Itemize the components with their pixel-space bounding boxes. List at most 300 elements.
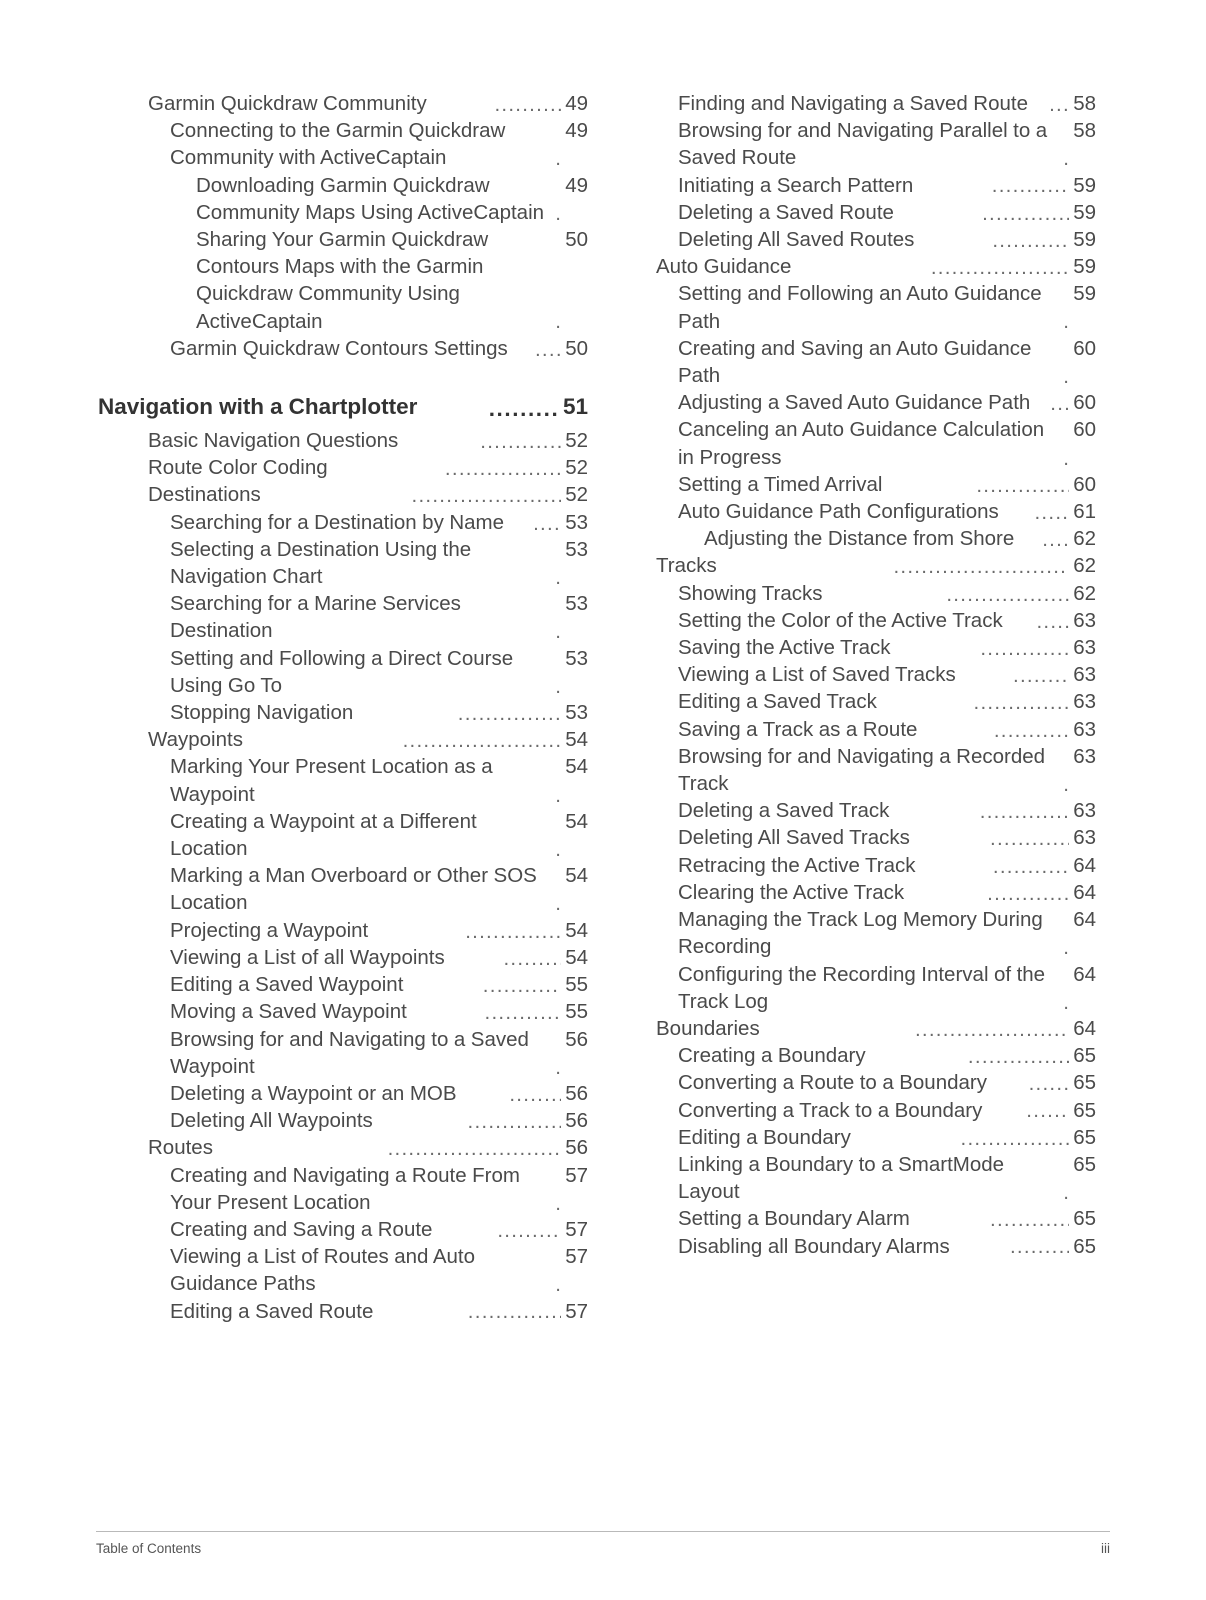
toc-entry-title: Deleting a Saved Route (678, 200, 894, 224)
toc-leader-dots (497, 1223, 561, 1244)
toc-page-number: 50 (565, 228, 588, 252)
toc-page-number: 62 (1073, 527, 1096, 551)
toc-entry-body (148, 481, 411, 508)
toc-entry-body (678, 716, 993, 743)
toc-page-number: 57 (565, 1245, 588, 1269)
toc-leader-dots (480, 434, 561, 455)
toc-entry-title: Initiating a Search Pattern (678, 173, 914, 197)
toc-page-number: 58 (1073, 92, 1097, 115)
toc-column-right (606, 90, 1096, 1260)
toc-entry[interactable] (606, 824, 1096, 851)
toc-leader-dots (465, 923, 561, 944)
toc-page-number: 56 (565, 1027, 588, 1051)
toc-leader-dots (1013, 668, 1069, 689)
toc-entry[interactable] (98, 944, 588, 971)
toc-leader-dots (403, 733, 562, 754)
toc-entry-body (678, 280, 1062, 334)
toc-page-number: 57 (565, 1217, 588, 1241)
toc-leader-dots (994, 722, 1069, 743)
toc-leader-dots (1063, 940, 1069, 961)
toc-entry[interactable] (606, 580, 1096, 607)
toc-entry-title: Deleting All Saved Tracks (678, 826, 910, 850)
toc-entry[interactable] (606, 498, 1096, 525)
toc-entry-body (170, 1298, 467, 1325)
toc-leader-dots (468, 1114, 562, 1135)
toc-entry[interactable] (98, 1216, 588, 1243)
toc-entry[interactable] (98, 808, 588, 862)
toc-leader-dots (1050, 396, 1069, 417)
toc-entry-title: Adjusting the Distance from Shore (704, 527, 1015, 551)
toc-entry[interactable] (98, 645, 588, 699)
toc-entry-title: Converting a Track to a Boundary (678, 1098, 983, 1122)
toc-page-number: 62 (1073, 554, 1096, 578)
toc-entry-body (656, 1015, 914, 1042)
toc-entry-title: Saving a Track as a Route (678, 717, 918, 741)
toc-entry-title: Stopping Navigation (170, 701, 354, 725)
toc-leader-dots (555, 206, 561, 227)
toc-entry-body (170, 1243, 554, 1297)
toc-page-number: 64 (1073, 880, 1096, 904)
toc-entry-title: Finding and Navigating a Saved Route (678, 92, 1029, 115)
toc-page-number: 55 (565, 973, 589, 997)
toc-leader-dots (555, 570, 561, 591)
toc-entry[interactable] (606, 172, 1096, 199)
toc-entry-body (678, 199, 981, 226)
toc-page-number: 63 (1073, 799, 1097, 823)
toc-entry-body (678, 1097, 1025, 1124)
toc-entry-body (98, 392, 488, 422)
toc-entry[interactable] (98, 117, 588, 171)
toc-page-number: 63 (1073, 744, 1096, 768)
toc-leader-dots (489, 400, 559, 423)
page-footer (96, 1531, 1110, 1556)
toc-entry[interactable] (98, 726, 588, 753)
toc-entry-body (678, 498, 1033, 525)
toc-leader-dots (1063, 777, 1069, 798)
toc-entry-body (678, 90, 1048, 117)
toc-entry-title: Boundaries (656, 1016, 760, 1040)
toc-entry[interactable] (98, 1243, 588, 1297)
toc-entry-body (656, 253, 930, 280)
toc-entry-title: Canceling an Auto Guidance Calculation in Progress (678, 418, 1045, 469)
toc-page-number: 56 (565, 1136, 588, 1160)
toc-leader-dots (388, 1141, 562, 1162)
toc-page-number: 51 (562, 394, 589, 420)
toc-leader-dots (968, 1049, 1069, 1070)
toc-entry-body (678, 1233, 1009, 1260)
toc-leader-dots (980, 641, 1069, 662)
toc-entry-body (170, 117, 554, 171)
toc-page-number: 53 (565, 510, 589, 534)
toc-leader-dots (555, 1277, 561, 1298)
toc-page-number: 57 (565, 1163, 588, 1187)
toc-entry-body (170, 590, 554, 644)
toc-page-number: 56 (565, 1109, 588, 1133)
toc-entry-body (170, 862, 554, 916)
toc-page-number: 63 (1073, 826, 1097, 850)
toc-entry[interactable] (98, 1107, 588, 1134)
toc-leader-dots (458, 706, 561, 727)
toc-entry[interactable] (606, 552, 1096, 579)
toc-leader-dots (503, 951, 561, 972)
toc-page-number: 49 (565, 92, 589, 115)
toc-entry-title: Saving the Active Track (678, 636, 891, 660)
toc-leader-dots (555, 314, 561, 335)
footer-row (96, 1532, 1110, 1556)
toc-entry[interactable] (606, 471, 1096, 498)
toc-leader-dots (555, 842, 561, 863)
toc-page-number: 58 (1073, 119, 1096, 143)
toc-leader-dots (535, 342, 561, 363)
toc-page-number: 59 (1073, 200, 1096, 224)
toc-entry[interactable] (606, 199, 1096, 226)
toc-page-number: 49 (565, 173, 588, 197)
toc-entry-title: Editing a Saved Route (170, 1299, 374, 1323)
toc-entry-title: Auto Guidance Path Configurations (678, 500, 999, 524)
toc-entry[interactable] (606, 961, 1096, 1015)
toc-entry-title: Clearing the Active Track (678, 880, 905, 904)
toc-entry[interactable] (98, 1026, 588, 1080)
toc-page-number: 63 (1073, 663, 1097, 687)
toc-entry[interactable] (606, 1097, 1096, 1124)
toc-entry-title: Destinations (148, 483, 261, 507)
toc-entry[interactable] (606, 416, 1096, 470)
toc-entry-body (678, 1124, 960, 1151)
page-number: iii (1101, 1541, 1110, 1556)
toc-page-number: 60 (1073, 418, 1096, 442)
toc-entry-body (170, 1162, 554, 1216)
toc-entry[interactable] (98, 427, 588, 454)
toc-entry-body (678, 906, 1062, 960)
toc-entry[interactable] (98, 753, 588, 807)
toc-page-number: 65 (1073, 1098, 1097, 1122)
toc-entry[interactable] (98, 998, 588, 1025)
toc-entry[interactable] (98, 971, 588, 998)
toc-entry-body (678, 961, 1062, 1015)
toc-entry-title: Editing a Saved Waypoint (170, 973, 404, 997)
toc-entry[interactable] (98, 226, 588, 335)
toc-page-number: 53 (565, 592, 588, 616)
toc-entry[interactable] (606, 335, 1096, 389)
toc-entry[interactable] (606, 1042, 1096, 1069)
toc-entry-title: Creating a Waypoint at a Different Location (170, 809, 477, 861)
toc-page-number: 54 (565, 864, 588, 888)
toc-page-number: 53 (565, 537, 588, 561)
toc-entry-body (678, 117, 1062, 171)
toc-entry[interactable] (606, 906, 1096, 960)
toc-leader-dots (1042, 532, 1069, 553)
toc-entry[interactable] (606, 1015, 1096, 1042)
toc-leader-dots (1063, 1185, 1069, 1206)
toc-page-number: 49 (565, 119, 588, 143)
toc-page-number: 50 (565, 336, 588, 360)
toc-entry[interactable] (98, 172, 588, 226)
toc-entry-body (170, 808, 554, 862)
toc-entry-title: Downloading Garmin Quickdraw Community Maps Using ActiveCaptain (196, 173, 545, 224)
toc-entry[interactable] (98, 481, 588, 508)
toc-entry-body (678, 688, 973, 715)
toc-page-number: 63 (1073, 690, 1097, 714)
toc-leader-dots (468, 1304, 561, 1325)
toc-leader-dots (990, 1212, 1069, 1233)
toc-page-number: 65 (1073, 1125, 1096, 1149)
toc-entry[interactable] (98, 917, 588, 944)
toc-entry[interactable] (98, 1162, 588, 1216)
toc-leader-dots (555, 679, 561, 700)
toc-entry[interactable] (606, 1233, 1096, 1260)
toc-entry[interactable] (98, 1080, 588, 1107)
toc-entry-body (656, 552, 892, 579)
toc-entry-title: Moving a Saved Waypoint (170, 1000, 407, 1024)
toc-entry-body (170, 699, 457, 726)
toc-leader-dots (1049, 97, 1069, 118)
toc-page-number: 64 (1073, 908, 1096, 932)
toc-entry-body (678, 824, 989, 851)
toc-entry-body (678, 661, 1012, 688)
toc-page-number: 52 (565, 483, 588, 507)
toc-entry-title: Projecting a Waypoint (170, 918, 369, 942)
toc-entry[interactable] (98, 454, 588, 481)
toc-entry[interactable] (606, 797, 1096, 824)
toc-page-number: 60 (1073, 336, 1096, 360)
toc-page-number: 63 (1073, 717, 1096, 741)
toc-entry-body (148, 427, 479, 454)
toc-entry-body (148, 1134, 387, 1161)
toc-entry[interactable] (606, 879, 1096, 906)
toc-leader-dots (931, 260, 1069, 281)
toc-page-number: 55 (565, 1000, 589, 1024)
toc-leader-dots (555, 1059, 561, 1080)
toc-page-number: 65 (1073, 1071, 1097, 1095)
toc-entry-title: Marking a Man Overboard or Other SOS Location (170, 864, 537, 915)
toc-page-number: 63 (1073, 608, 1097, 632)
toc-entry-body (170, 971, 482, 998)
toc-entry[interactable] (98, 699, 588, 726)
toc-entry-title: Deleting a Waypoint or an MOB (170, 1081, 457, 1105)
toc-entry-title: Creating a Boundary (678, 1044, 866, 1068)
toc-entry-body (678, 226, 991, 253)
toc-entry-body (704, 525, 1041, 552)
toc-entry-title: Showing Tracks (678, 581, 823, 605)
toc-leader-dots (974, 695, 1070, 716)
toc-entry-body (170, 944, 502, 971)
toc-entry-body (678, 580, 945, 607)
toc-page-number: 65 (1073, 1234, 1097, 1258)
toc-entry-title: Sharing Your Garmin Quickdraw Contours Maps with the Garmin Quickdraw Community Using ActiveCaptain (196, 228, 489, 333)
toc-page-number: 54 (565, 918, 588, 942)
toc-entry-title: Editing a Boundary (678, 1125, 851, 1149)
toc-entry-title: Setting a Boundary Alarm (678, 1207, 910, 1231)
toc-leader-dots (1063, 314, 1069, 335)
toc-entry-title: Connecting to the Garmin Quickdraw Community with ActiveCaptain (170, 119, 506, 170)
toc-entry[interactable] (98, 90, 588, 117)
toc-page-number: 60 (1073, 391, 1096, 415)
toc-entry[interactable] (98, 536, 588, 590)
toc-entry-title: Converting a Route to a Boundary (678, 1071, 987, 1095)
toc-entry-title: Garmin Quickdraw Community (148, 92, 427, 115)
toc-leader-dots (982, 206, 1069, 227)
toc-entry[interactable] (98, 509, 588, 536)
toc-entry-body (678, 879, 986, 906)
toc-leader-dots (992, 233, 1069, 254)
toc-entry-title: Viewing a List of Routes and Auto Guidance Paths (170, 1245, 475, 1296)
toc-entry-title: Selecting a Destination Using the Navigation Chart (170, 537, 472, 589)
toc-entry-title: Searching for a Marine Services Destination (170, 592, 461, 643)
toc-leader-dots (1063, 369, 1069, 390)
toc-entry[interactable] (98, 1298, 588, 1325)
toc-entry-body (678, 743, 1062, 797)
toc-entry-body (170, 1080, 508, 1107)
toc-entry-body (170, 917, 464, 944)
toc-entry[interactable] (606, 1069, 1096, 1096)
toc-entry[interactable] (606, 280, 1096, 334)
toc-entry-body (170, 1107, 467, 1134)
toc-column-left (98, 90, 588, 1325)
toc-entry-body (170, 335, 534, 362)
toc-page-number: 63 (1073, 636, 1097, 660)
toc-entry[interactable] (606, 743, 1096, 797)
toc-page-number: 60 (1073, 472, 1096, 496)
toc-entry[interactable] (606, 253, 1096, 280)
toc-entry-body (678, 1042, 967, 1069)
toc-entry[interactable] (98, 862, 588, 916)
toc-leader-dots (1063, 151, 1069, 172)
toc-leader-dots (976, 478, 1069, 499)
toc-leader-dots (509, 1087, 561, 1108)
toc-entry-body (678, 797, 979, 824)
toc-leader-dots (1034, 505, 1069, 526)
toc-entry[interactable] (606, 226, 1096, 253)
toc-entry-body (678, 172, 991, 199)
toc-entry-body (678, 416, 1062, 470)
toc-entry-body (196, 226, 554, 335)
toc-leader-dots (946, 586, 1069, 607)
toc-entry-title: Deleting All Waypoints (170, 1109, 373, 1133)
toc-leader-dots (1036, 614, 1069, 635)
toc-leader-dots (483, 978, 561, 999)
toc-entry[interactable] (606, 688, 1096, 715)
toc-entry-title: Configuring the Recording Interval of the Track Log (678, 962, 1046, 1013)
toc-entry[interactable] (98, 335, 588, 362)
toc-entry-body (678, 389, 1049, 416)
toc-entry-title: Marking Your Present Location as a Waypoint (170, 755, 493, 806)
toc-page-number: 65 (1073, 1044, 1097, 1068)
toc-entry-title: Managing the Track Log Memory During Recording (678, 908, 1043, 959)
toc-entry-title: Deleting a Saved Track (678, 799, 890, 823)
toc-entry-body (678, 335, 1062, 389)
toc-entry[interactable] (606, 634, 1096, 661)
toc-leader-dots (555, 896, 561, 917)
toc-page-number: 59 (1073, 282, 1096, 306)
toc-entry[interactable] (98, 1134, 588, 1161)
toc-entry-title: Viewing a List of all Waypoints (170, 945, 445, 969)
toc-entry-body (170, 1216, 496, 1243)
toc-page-number: 53 (565, 646, 588, 670)
toc-entry-title: Linking a Boundary to a SmartMode Layout (678, 1152, 1005, 1204)
toc-entry[interactable] (606, 1151, 1096, 1205)
toc-entry-body (170, 536, 554, 590)
toc-page-number: 57 (565, 1299, 588, 1323)
toc-entry-title: Garmin Quickdraw Contours Settings (170, 336, 508, 360)
toc-entry-body (170, 509, 532, 536)
toc-leader-dots (412, 488, 562, 509)
toc-leader-dots (990, 831, 1069, 852)
toc-page-number: 62 (1073, 581, 1097, 605)
toc-leader-dots (445, 461, 561, 482)
toc-leader-dots (980, 804, 1069, 825)
toc-leader-dots (555, 151, 561, 172)
toc-page-number: 64 (1073, 853, 1097, 877)
toc-entry-body (170, 645, 554, 699)
toc-page-number: 59 (1073, 228, 1096, 252)
toc-entry-title: Browsing for and Navigating to a Saved Waypoint (170, 1027, 529, 1078)
toc-entry[interactable] (606, 607, 1096, 634)
toc-entry-body (148, 90, 493, 117)
toc-entry[interactable] (606, 1124, 1096, 1151)
toc-page-number: 61 (1073, 500, 1096, 524)
toc-entry-title: Browsing for and Navigating Parallel to a Saved Route (678, 119, 1048, 170)
toc-leader-dots (1063, 994, 1069, 1015)
toc-entry-body (678, 1069, 1028, 1096)
toc-entry-title: Auto Guidance (656, 255, 792, 279)
toc-entry[interactable] (606, 389, 1096, 416)
toc-page-number: 59 (1073, 173, 1097, 197)
toc-leader-dots (992, 178, 1069, 199)
toc-page-number: 64 (1073, 1016, 1096, 1040)
toc-entry-title: Tracks (656, 554, 717, 578)
toc-entry-body (170, 998, 484, 1025)
toc-page-number: 54 (565, 809, 588, 833)
toc-leader-dots (533, 515, 561, 536)
toc-chapter-entry[interactable] (98, 392, 588, 422)
toc-entry-title: Deleting All Saved Routes (678, 228, 915, 252)
toc-page-number: 54 (565, 945, 588, 969)
toc-entry[interactable] (606, 1205, 1096, 1232)
toc-entry[interactable] (606, 852, 1096, 879)
toc-entry[interactable] (606, 661, 1096, 688)
toc-entry-title: Setting and Following a Direct Course Using Go To (170, 646, 514, 697)
toc-entry[interactable] (606, 117, 1096, 171)
toc-entry-title: Creating and Navigating a Route From Your Present Location (170, 1163, 520, 1214)
toc-entry-body (170, 1026, 554, 1080)
toc-entry-body (678, 1151, 1062, 1205)
toc-leader-dots (987, 886, 1069, 907)
toc-entry-body (678, 634, 979, 661)
toc-entry[interactable] (98, 590, 588, 644)
toc-entry-body (678, 852, 992, 879)
toc-entry-title: Navigation with a Chartplotter (98, 394, 418, 420)
toc-entry-title: Browsing for and Navigating a Recorded Track (678, 744, 1046, 796)
toc-entry-body (678, 471, 975, 498)
toc-entry[interactable] (606, 716, 1096, 743)
toc-leader-dots (961, 1130, 1070, 1151)
toc-entry-body (148, 454, 444, 481)
toc-entry[interactable] (606, 90, 1096, 117)
toc-entry-title: Creating and Saving an Auto Guidance Path (678, 336, 1032, 388)
toc-entry-title: Route Color Coding (148, 456, 328, 480)
toc-entry[interactable] (606, 525, 1096, 552)
toc-leader-dots (893, 559, 1069, 580)
toc-leader-dots (494, 97, 561, 118)
toc-entry-body (148, 726, 402, 753)
toc-page-number: 52 (565, 456, 588, 480)
toc-page-number: 64 (1073, 962, 1096, 986)
toc-columns (0, 90, 1206, 1325)
toc-page-number: 54 (565, 755, 588, 779)
toc-entry-title: Setting and Following an Auto Guidance Path (678, 282, 1042, 333)
toc-leader-dots (993, 858, 1069, 879)
toc-leader-dots (1063, 450, 1069, 471)
